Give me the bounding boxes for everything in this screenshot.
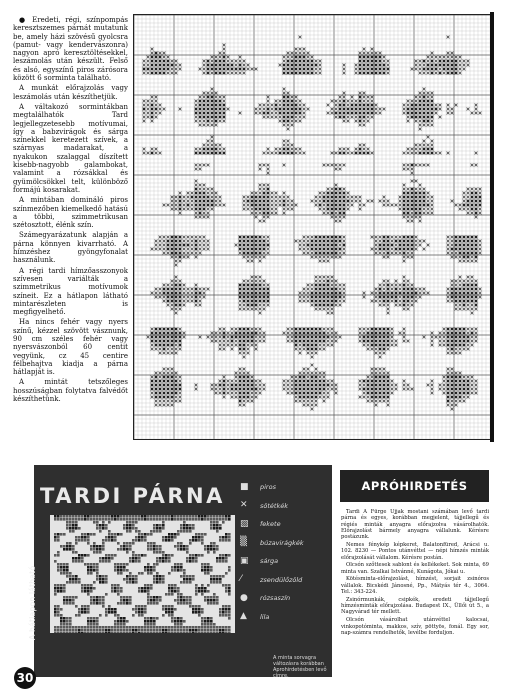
legend-symbol: ▒ bbox=[240, 537, 247, 548]
article-paragraph: ● Eredeti, régi, színpompás keresztszemes párnát mutatunk be, amely házi szövésű gyolcsra (pamut- vagy kendervászonra) nagyon apró keresztöltésekkel, leszámolás után készült. Felső és alsó, egyszínű piros zárósora között 6 sorminta található. bbox=[13, 16, 128, 83]
page-number: 30 bbox=[14, 667, 36, 689]
article-paragraph: Ha nincs fehér vagy nyers színű, kézzel szövött vásznunk, 90 cm széles fehér vagy nyersvászonból 60 centit vegyünk, cz 45 centire félbehajtva kiadja a párna hátlapját is. bbox=[13, 318, 128, 377]
legend-row bbox=[240, 497, 330, 516]
legend-row bbox=[240, 589, 330, 608]
article-paragraph: A mintában domináló piros színmezőben kiemelkedő hatású a többi, szimmetrikusan szétosztott, élénk szín. bbox=[13, 196, 128, 230]
legend-row bbox=[240, 608, 330, 627]
pillow-embroidery bbox=[50, 515, 235, 633]
article-paragraph: A váltakozó sormintákban megtalálhatók Tard legjellegzetesebb motívumai, így a babzvirágok és sárga színekkel keretezett szívek, a szárnyas madarakat, a nyakukon szalaggal díszített kisebb-nagyobb galambokat, valamint a rózsákkal és gyümölcsökkel telt, különböző formájú kosarakat. bbox=[13, 102, 128, 194]
legend-label: lila bbox=[260, 612, 270, 621]
legend-symbol: ⁄ bbox=[240, 574, 242, 585]
classifieds-body bbox=[341, 509, 489, 638]
classified-item: Olcsón szőttesek sablont és kellékeket. Sok minta, 69 minta van. Szalkai Istvánné, Kunágota, Jókai u. bbox=[341, 562, 489, 575]
article-paragraph: A régi tardi hímzőasszonyok szívesen variálták a szimmetrikus motívumok színeit. Ez a hátlapon látható mintarészleten is megfigyelhető. bbox=[13, 266, 128, 317]
legend-symbol: ▲ bbox=[240, 611, 247, 622]
grid-lines bbox=[134, 15, 490, 439]
legend-row bbox=[240, 534, 330, 553]
classifieds-header: APRÓHIRDETÉS bbox=[340, 470, 489, 502]
legend-row bbox=[240, 478, 330, 497]
legend-symbol: ▣ bbox=[240, 555, 249, 566]
legend-symbol: ■ bbox=[240, 481, 249, 492]
legend-label: zsendülőzöld bbox=[260, 575, 303, 584]
back-side-label: A hátlapon látható bbox=[28, 565, 37, 640]
classified-item: Kötésminta-előrajzolást, hímzést, sorjait zsinóros vállalok. Bicskédi Jánosné, Pp., Mátyás tér 4., 3064. Tel.: 343-224. bbox=[341, 576, 489, 596]
legend-label: búzavirágkék bbox=[260, 538, 304, 547]
pattern-grid bbox=[134, 15, 490, 439]
article-paragraph: Számegyarázatunk alapján a párna könnyen kivarrható. A hímzéshez gyöngyfonalat használunk. bbox=[13, 231, 128, 265]
classified-item: Tardi A Fürge Ujjak mostani számában levő tardi párna és egyes, korábban megjelent, tájjellegű és régiés minták anyagra előrajzolva vásárolhatók. Előrajzolást bármely anyagra vállalunk. Kérésre postázunk. bbox=[341, 509, 489, 541]
classified-item: Nemes fénykép képkeret, Balatonfüred, Arácsi u. 102. 8230 — Pontos utánvéttel — népi hímzés minták előrajzolását vállalom. Kérésre postán. bbox=[341, 541, 489, 561]
legend-label: sárga bbox=[260, 557, 279, 566]
pillow-photo bbox=[50, 515, 235, 633]
classified-item: Zsinórmunkák, csipkék, eredeti tájjellegű hímzésminták előrajzolása. Budapest IX., Üllői út 5., a Nagyvárad tér mellett. bbox=[341, 596, 489, 616]
cross-stitch-chart bbox=[133, 14, 491, 440]
pillow-stitches bbox=[50, 515, 235, 633]
legend-symbol: ✕ bbox=[240, 500, 248, 511]
legend-label: fekete bbox=[260, 520, 281, 529]
legend-row bbox=[240, 571, 330, 590]
legend-label: piros bbox=[260, 483, 276, 492]
page-edge-bar bbox=[490, 12, 494, 442]
color-legend bbox=[240, 478, 330, 626]
legend-symbol: ● bbox=[240, 592, 248, 603]
article-paragraph: A munkát előrajzolás vagy leszámolás után készíthetjük. bbox=[13, 84, 128, 101]
legend-row bbox=[240, 552, 330, 571]
classified-item: Olcsón vásárolhat utánvéttel kalocsai, vinkopotóminta, makkos, szív, pöttyös, fonál. Egy sor, nap-számra rendelhetők, levélbe forduljon. bbox=[341, 617, 489, 636]
article-paragraph: A mintát tetszőleges hosszúságban folytatva falvédőt készíthetünk. bbox=[13, 378, 128, 404]
article-column bbox=[13, 16, 128, 405]
pillow-title: TARDI PÁRNA bbox=[40, 484, 225, 508]
legend-label: rózsaszín bbox=[260, 594, 291, 603]
legend-row bbox=[240, 515, 330, 534]
legend-caption: A minta sorvagra változásra korábban Aprohirdetésben levő címre. bbox=[273, 655, 327, 679]
legend-label: sötétkék bbox=[260, 501, 288, 510]
legend-symbol: ▨ bbox=[240, 518, 249, 529]
